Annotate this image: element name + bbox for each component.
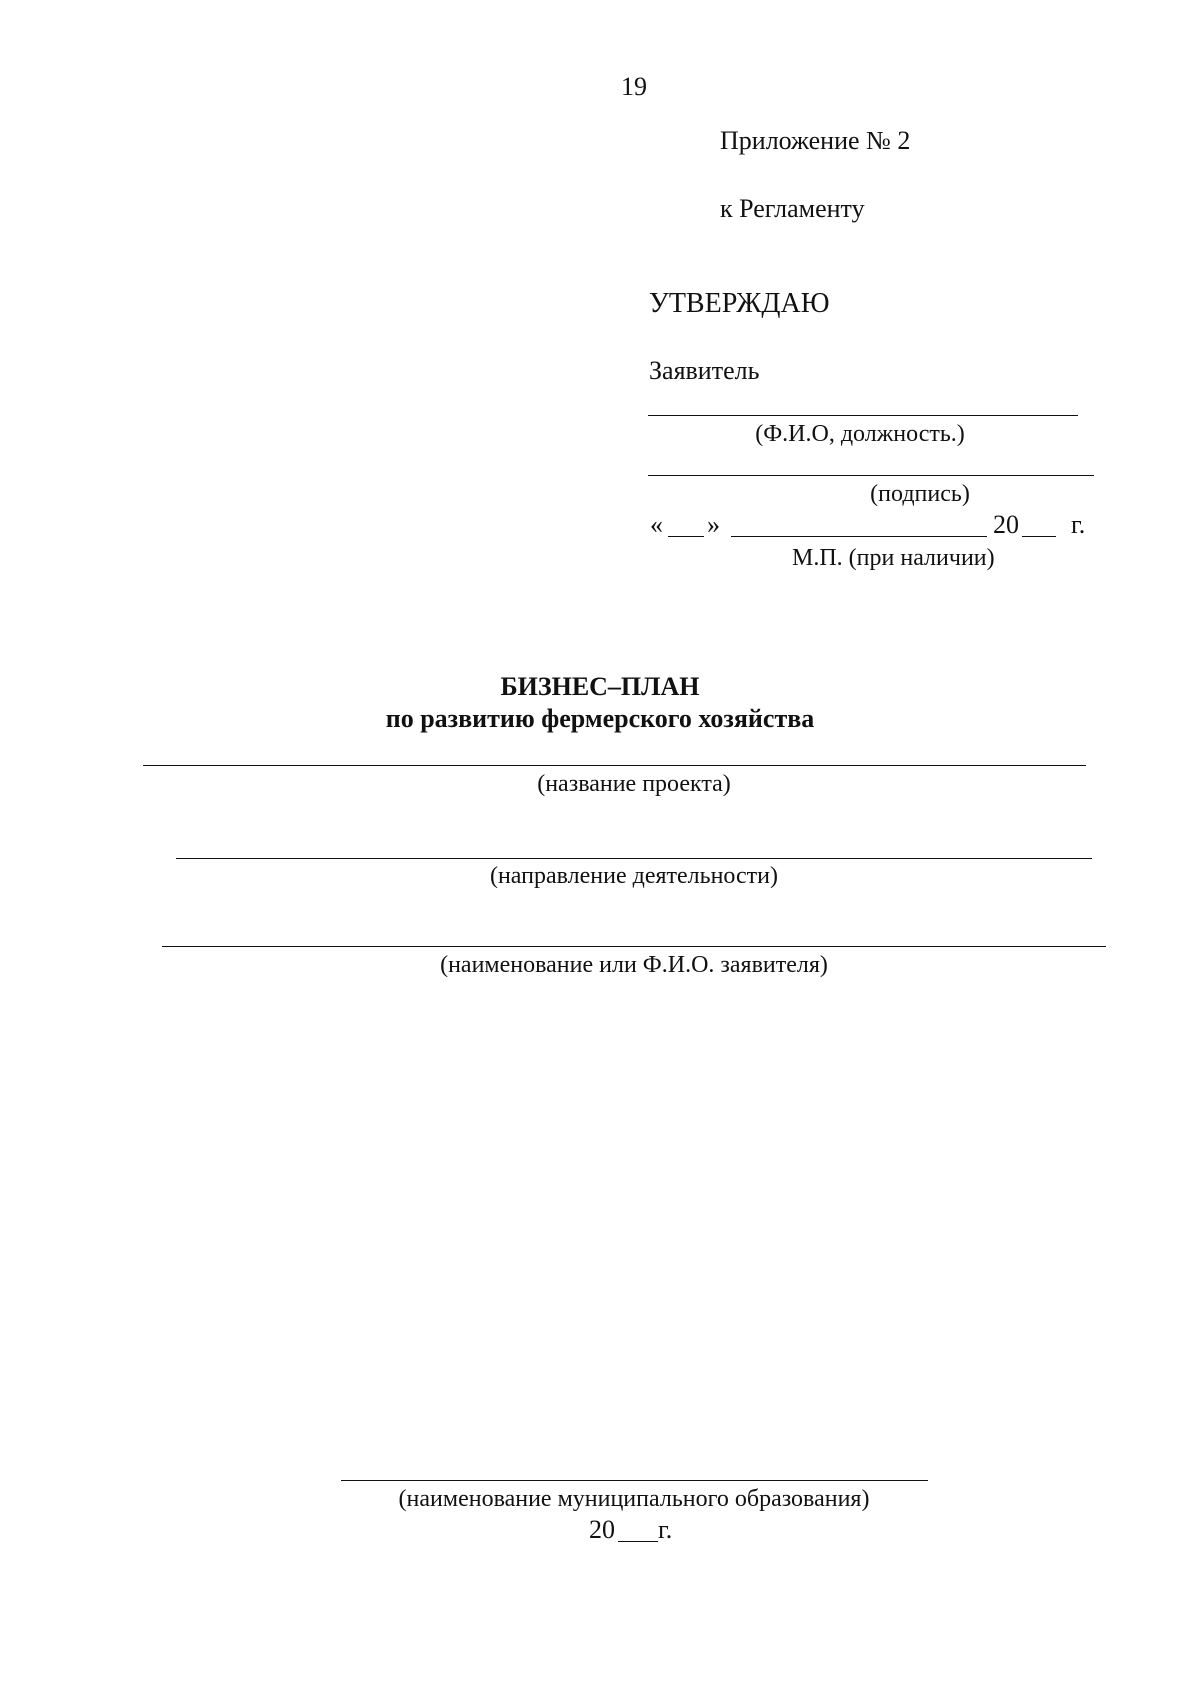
month-blank-line: [731, 536, 987, 537]
signature-hint: (подпись): [870, 481, 970, 507]
page-number: 19: [621, 72, 647, 101]
applicant-name-line: [162, 946, 1106, 947]
date-year-prefix: 20: [993, 510, 1019, 539]
stamp-hint: М.П. (при наличии): [792, 545, 995, 571]
project-name-hint: (название проекта): [537, 771, 731, 797]
applicant-label: Заявитель: [649, 356, 760, 385]
document-subtitle: по развитию фермерского хозяйства: [385, 704, 815, 733]
day-blank-line: [668, 536, 704, 537]
document-title: БИЗНЕС–ПЛАН: [500, 672, 700, 701]
regulation-reference: к Регламенту: [720, 194, 865, 223]
municipality-line: [341, 1480, 928, 1481]
appendix-title: Приложение № 2: [720, 126, 911, 155]
applicant-name-hint: (наименование или Ф.И.О. заявителя): [440, 952, 828, 978]
date-open-quote: «: [650, 510, 663, 539]
signature-line: [648, 475, 1094, 476]
name-position-hint: (Ф.И.О, должность.): [755, 421, 965, 447]
activity-direction-hint: (направление деятельности): [489, 863, 779, 889]
municipality-hint: (наименование муниципального образования): [398, 1486, 870, 1512]
name-position-line: [648, 415, 1078, 416]
footer-year-prefix: 20: [589, 1515, 615, 1544]
approve-heading: УТВЕРЖДАЮ: [649, 288, 830, 319]
date-close-quote: »: [707, 510, 720, 539]
date-year-suffix: г.: [1071, 510, 1086, 539]
year-blank-line: [1022, 536, 1056, 537]
footer-year-blank-line: [618, 1541, 658, 1542]
activity-direction-line: [176, 858, 1092, 859]
footer-year-suffix: г.: [658, 1515, 673, 1544]
project-name-line: [143, 765, 1086, 766]
